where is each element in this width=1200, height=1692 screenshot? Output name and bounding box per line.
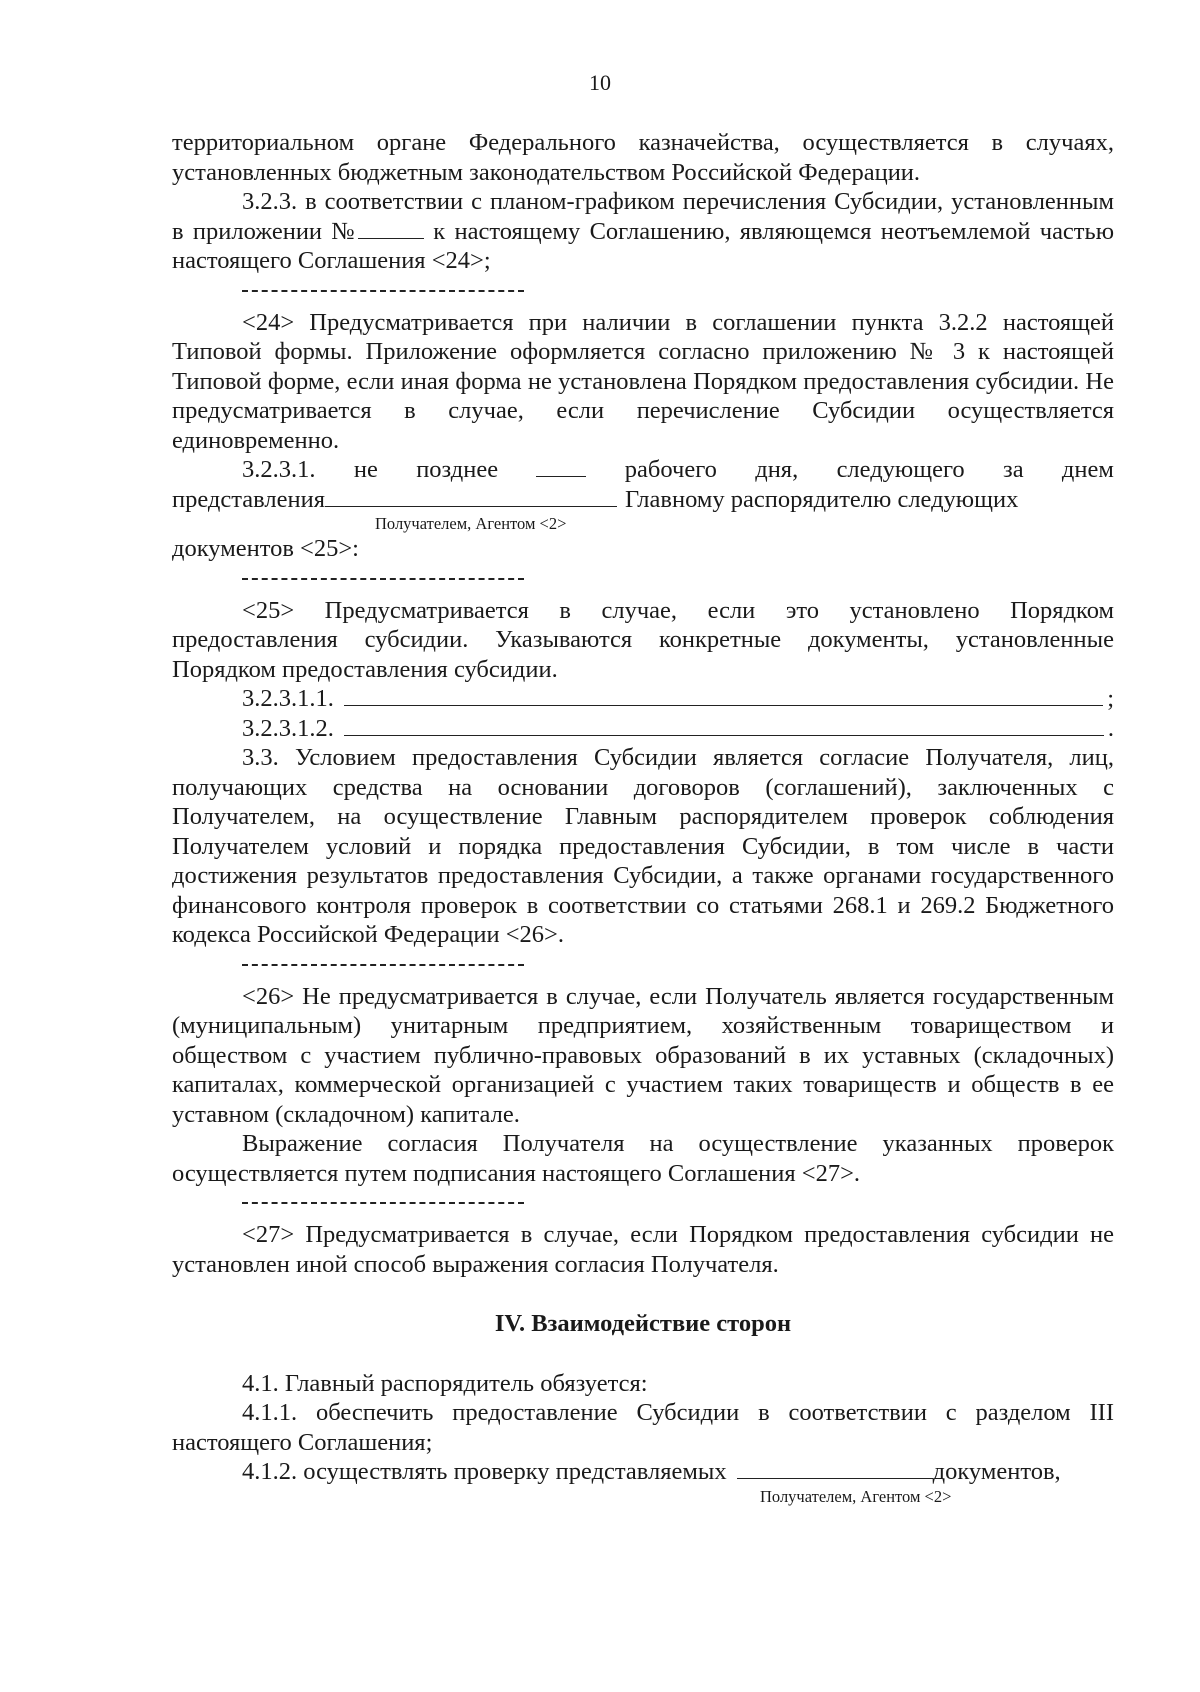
word-3: позднее — [416, 456, 499, 483]
paragraph-3-2-3-1-line1 — [172, 455, 1114, 485]
word-1: 3.2.3.1. — [242, 456, 316, 483]
blank-submitter[interactable] — [325, 486, 617, 507]
word-8: днем — [1061, 456, 1114, 483]
fill-line[interactable] — [344, 715, 1104, 736]
item-label: 3.2.3.1.1. — [242, 685, 334, 712]
word-7: за — [1003, 456, 1024, 483]
word-2: не — [353, 456, 378, 483]
paragraph-consent: Выражение согласия Получателя на осуществление указанных проверок осуществляется путем подписания настоящего Соглашения <27>. — [172, 1130, 1114, 1187]
paragraph-3-3: 3.3. Условием предоставления Субсидии является согласие Получателя, лиц, получающих средства на основании договоров (соглашений), заключенных с Получателем, на осуществление Главным распорядителем проверок соблюдения Получателем условий и порядка предоставления Субсидии, в том числе в части достижения результатов предоставления Субсидии, а также органами государственного финансового контроля проверок в соответствии со статьями 268.1 и 269.2 Бюджетного кодекса Российской Федерации <26>. — [172, 744, 1114, 948]
paragraph-continuation: территориальном органе Федерального казначейства, осуществляется в случаях, установленных бюджетным законодательством Российской Федерации. — [172, 129, 1114, 186]
line2-end: Главному распорядителю следующих — [624, 485, 1019, 513]
page-number: 10 — [589, 70, 611, 95]
footnote-separator — [242, 964, 524, 966]
blank-working-days[interactable] — [536, 456, 586, 477]
line2-start: представления — [172, 485, 325, 513]
footnote-24: <24> Предусматривается при наличии в соглашении пункта 3.2.2 настоящей Типовой формы. Приложение оформляется согласно приложению № 3 к настоящей Типовой форме, если иная форма не установлена Порядком предоставления субсидии. Не предусматривается в случае, если перечисление Субсидии осуществляется единовременно. — [172, 308, 1114, 454]
paragraph-4-1-2 — [172, 1457, 1114, 1487]
paragraph-4-1-2-part-a: 4.1.2. осуществлять проверку представляемых — [242, 1458, 727, 1485]
word-6: следующего — [836, 456, 965, 483]
item-label: 3.2.3.1.2. — [242, 714, 334, 742]
item-3-2-3-1-1 — [172, 684, 1114, 714]
blank-appendix-number[interactable] — [358, 218, 424, 239]
footnote-separator — [242, 578, 524, 580]
section-4-title: IV. Взаимодействие сторон — [494, 1310, 792, 1337]
item-3-2-3-1-2 — [172, 714, 1114, 744]
footnote-27: <27> Предусматривается в случае, если Порядком предоставления субсидии не установлен иной способ выражения согласия Получателя. — [172, 1221, 1114, 1278]
paragraph-3-2-3-part-b: к настоящему Соглашению, являющемся неотъемлемой частью настоящего Соглашения <24>; — [172, 217, 1114, 274]
item-end: ; — [1107, 685, 1114, 712]
paragraph-3-2-3-part-a: 3.2.3. в соответствии с планом-графиком перечисления Субсидии, установленным в приложении № — [172, 188, 1114, 245]
item-end: . — [1107, 714, 1114, 742]
word-4: рабочего — [624, 456, 717, 483]
footnote-separator — [242, 1202, 524, 1204]
paragraph-3-2-3 — [172, 187, 1114, 276]
fill-line[interactable] — [344, 685, 1103, 706]
footnote-26: <26> Не предусматривается в случае, если Получатель является государственным (муниципальным) унитарным предприятием, хозяйственным товариществом и обществом с участием публично-правовых образований в их уставных (складочных) капиталах, коммерческой организацией с участием таких товариществ и обществ в ее уставном (складочном) капитале. — [172, 982, 1114, 1128]
paragraph-4-1-2-part-b: документов, — [932, 1458, 1061, 1485]
paragraph-3-2-3-1 — [172, 455, 1114, 564]
word-5: дня, — [755, 456, 799, 483]
blank-submitter-2[interactable] — [737, 1458, 933, 1479]
paragraph-3-2-3-1-line3: документов <25>: — [172, 535, 359, 562]
underline-caption-1: Получателем, Агентом <2> — [375, 514, 567, 533]
footnote-separator — [242, 290, 524, 292]
document-body — [172, 128, 1114, 1507]
paragraph-4-1: 4.1. Главный распорядитель обязуется: — [242, 1369, 648, 1397]
footnote-25: <25> Предусматривается в случае, если это установлено Порядком предоставления субсидии. Указываются конкретные документы, установленные Порядком предоставления субсидии. — [172, 596, 1114, 683]
paragraph-3-2-3-1-line2 — [172, 485, 1114, 515]
underline-caption-2: Получателем, Агентом <2> — [760, 1486, 952, 1506]
paragraph-4-1-1: 4.1.1. обеспечить предоставление Субсидии в соответствии с разделом III настоящего Соглашения; — [172, 1399, 1114, 1456]
